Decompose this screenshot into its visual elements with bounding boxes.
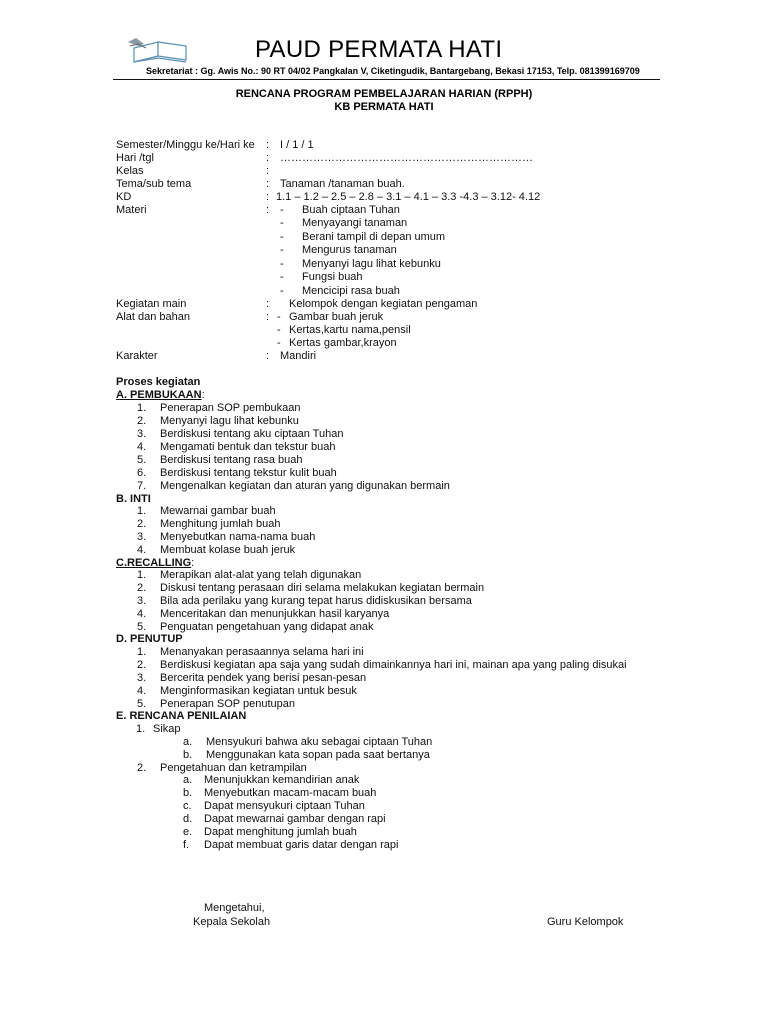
pengetahuan-item: Menunjukkan kemandirian anak — [204, 774, 360, 786]
alat-item: Kertas,kartu nama,pensil — [289, 324, 411, 336]
pembukaan-item: Berdiskusi tentang aku ciptaan Tuhan — [160, 428, 344, 440]
list-letter: f. — [183, 839, 190, 851]
pembukaan-item: Mengenalkan kegiatan dan aturan yang digunakan bermain — [160, 480, 450, 492]
info-colon: : — [266, 152, 270, 164]
info-label: Hari /tgl — [116, 152, 154, 164]
pembukaan-item: Berdiskusi tentang tekstur kulit buah — [160, 467, 337, 479]
materi-item: Fungsi buah — [302, 271, 363, 283]
pengetahuan-item: Dapat menghitung jumlah buah — [204, 826, 357, 838]
materi-item: Menyayangi tanaman — [302, 217, 408, 229]
penutup-title: D. PENUTUP — [116, 633, 183, 645]
list-letter: d. — [183, 813, 193, 825]
list-number: 3. — [137, 428, 147, 440]
sikap-item: Mensyukuri bahwa aku sebagai ciptaan Tuhan — [206, 736, 433, 748]
guru-kelompok-label: Guru Kelompok — [547, 916, 624, 928]
info-colon: : — [266, 178, 270, 190]
list-dash: - — [280, 285, 284, 297]
list-number: 2. — [137, 762, 147, 774]
school-name: PAUD PERMATA HATI — [255, 36, 503, 63]
penutup-item: Menginformasikan kegiatan untuk besuk — [160, 685, 357, 697]
list-letter: e. — [183, 826, 193, 838]
sikap-item: Menggunakan kata sopan pada saat bertanya — [206, 749, 430, 761]
book-logo-icon — [124, 34, 194, 70]
pembukaan-item: Berdiskusi tentang rasa buah — [160, 454, 303, 466]
list-number: 4. — [137, 685, 147, 697]
inti-item: Membuat kolase buah jeruk — [160, 544, 296, 556]
pengetahuan-item: Menyebutkan macam-macam buah — [204, 787, 377, 799]
recalling-title: C.RECALLING — [116, 557, 192, 569]
penutup-item: Berdiskusi kegiatan apa saja yang sudah dimainkannya hari ini, mainan apa yang paling disukai — [160, 659, 627, 671]
sikap-label: Sikap — [153, 723, 181, 735]
list-number: 1. — [136, 723, 146, 735]
info-colon: : — [266, 311, 270, 323]
heading-colon: : — [201, 389, 205, 401]
list-number: 4. — [137, 608, 147, 620]
list-letter: a. — [183, 736, 193, 748]
info-value: …………………………………………………………… — [280, 152, 533, 164]
penutup-item: Bercerita pendek yang berisi pesan-pesan — [160, 672, 367, 684]
list-number: 3. — [137, 595, 147, 607]
list-number: 5. — [137, 621, 147, 633]
list-number: 2. — [137, 582, 147, 594]
school-address: Sekretariat : Gg. Awis No.: 90 RT 04/02 Pangkalan V, Ciketingudik, Bantargebang, Bekasi 17153, Telp. 081399169709 — [146, 66, 640, 76]
inti-item: Menghitung jumlah buah — [160, 518, 281, 530]
list-letter: b. — [183, 749, 193, 761]
penutup-item: Menanyakan perasaannya selama hari ini — [160, 646, 364, 658]
list-number: 4. — [137, 544, 147, 556]
pengetahuan-item: Dapat mensyukuri ciptaan Tuhan — [204, 800, 365, 812]
list-number: 1. — [137, 569, 147, 581]
list-dash: - — [280, 217, 284, 229]
list-dash: - — [280, 204, 284, 216]
inti-item: Mewarnai gambar buah — [160, 505, 276, 517]
info-value: I / 1 / 1 — [280, 139, 314, 151]
info-colon: : — [266, 191, 270, 203]
pembukaan-title: A. PEMBUKAAN — [116, 389, 202, 401]
pembukaan-item: Mengamati bentuk dan tekstur buah — [160, 441, 336, 453]
recalling-item: Diskusi tentang perasaan diri selama melakukan kegiatan bermain — [160, 582, 485, 594]
materi-item: Mengurus tanaman — [302, 244, 397, 256]
info-label: Materi — [116, 204, 147, 216]
alat-item: Gambar buah jeruk — [289, 311, 384, 323]
materi-item: Mencicipi rasa buah — [302, 285, 400, 297]
list-number: 5. — [137, 698, 147, 710]
info-colon: : — [266, 350, 270, 362]
recalling-heading — [116, 557, 194, 569]
proses-title: Proses kegiatan — [116, 376, 201, 388]
list-number: 4. — [137, 441, 147, 453]
pengetahuan-label: Pengetahuan dan ketrampilan — [160, 762, 307, 774]
list-number: 2. — [137, 518, 147, 530]
penilaian-title: E. RENCANA PENILAIAN — [116, 710, 247, 722]
pembukaan-heading — [116, 389, 205, 401]
info-label: KD — [116, 191, 132, 203]
list-number: 1. — [137, 402, 147, 414]
info-colon: : — [266, 139, 270, 151]
info-colon: : — [266, 298, 270, 310]
pembukaan-item: Penerapan SOP pembukaan — [160, 402, 301, 414]
recalling-item: Merapikan alat-alat yang telah digunakan — [160, 569, 362, 581]
info-colon: : — [266, 204, 270, 216]
list-dash: - — [277, 337, 281, 349]
info-label: Tema/sub tema — [116, 178, 192, 190]
alat-item: Kertas gambar,krayon — [289, 337, 397, 349]
inti-title: B. INTI — [116, 493, 151, 505]
recalling-item: Bila ada perilaku yang kurang tepat harus didiskusikan bersama — [160, 595, 472, 607]
alat-label: Alat dan bahan — [116, 311, 191, 323]
pengetahuan-item: Dapat membuat garis datar dengan rapi — [204, 839, 399, 851]
list-number: 7. — [137, 480, 147, 492]
karakter-value: Mandiri — [280, 350, 317, 362]
document-subtitle: KB PERMATA HATI — [334, 101, 434, 113]
list-dash: - — [277, 324, 281, 336]
pembukaan-item: Menyanyi lagu lihat kebunku — [160, 415, 299, 427]
mengetahui-text: Mengetahui, — [204, 902, 265, 914]
heading-colon: : — [191, 557, 195, 569]
list-dash: - — [280, 271, 284, 283]
info-colon: : — [266, 165, 270, 177]
penutup-item: Penerapan SOP penutupan — [160, 698, 295, 710]
inti-item: Menyebutkan nama-nama buah — [160, 531, 316, 543]
list-dash: - — [280, 258, 284, 270]
list-number: 1. — [137, 646, 147, 658]
pengetahuan-item: Dapat mewarnai gambar dengan rapi — [204, 813, 386, 825]
header-divider — [113, 79, 660, 80]
kegiatan-main-label: Kegiatan main — [116, 298, 187, 310]
list-dash: - — [280, 231, 284, 243]
list-letter: b. — [183, 787, 193, 799]
info-value: 1.1 – 1.2 – 2.5 – 2.8 – 3.1 – 4.1 – 3.3 -4.3 – 3.12- 4.12 — [276, 191, 541, 203]
karakter-label: Karakter — [116, 350, 158, 362]
info-value: Tanaman /tanaman buah. — [280, 178, 405, 190]
materi-item: Berani tampil di depan umum — [302, 231, 446, 243]
list-number: 1. — [137, 505, 147, 517]
info-label: Kelas — [116, 165, 144, 177]
info-label: Semester/Minggu ke/Hari ke — [116, 139, 255, 151]
list-letter: c. — [183, 800, 192, 812]
list-number: 3. — [137, 531, 147, 543]
kepala-sekolah-label: Kepala Sekolah — [193, 916, 271, 928]
list-dash: - — [277, 311, 281, 323]
document-title: RENCANA PROGRAM PEMBELAJARAN HARIAN (RPPH) — [235, 88, 533, 100]
list-number: 6. — [137, 467, 147, 479]
materi-item: Menyanyi lagu lihat kebunku — [302, 258, 441, 270]
list-number: 3. — [137, 672, 147, 684]
recalling-item: Menceritakan dan menunjukkan hasil karyanya — [160, 608, 390, 620]
materi-item: Buah ciptaan Tuhan — [302, 204, 400, 216]
list-number: 2. — [137, 659, 147, 671]
list-number: 5. — [137, 454, 147, 466]
list-dash: - — [280, 244, 284, 256]
list-number: 2. — [137, 415, 147, 427]
kegiatan-main-value: Kelompok dengan kegiatan pengaman — [289, 298, 478, 310]
recalling-item: Penguatan pengetahuan yang didapat anak — [160, 621, 374, 633]
list-letter: a. — [183, 774, 193, 786]
